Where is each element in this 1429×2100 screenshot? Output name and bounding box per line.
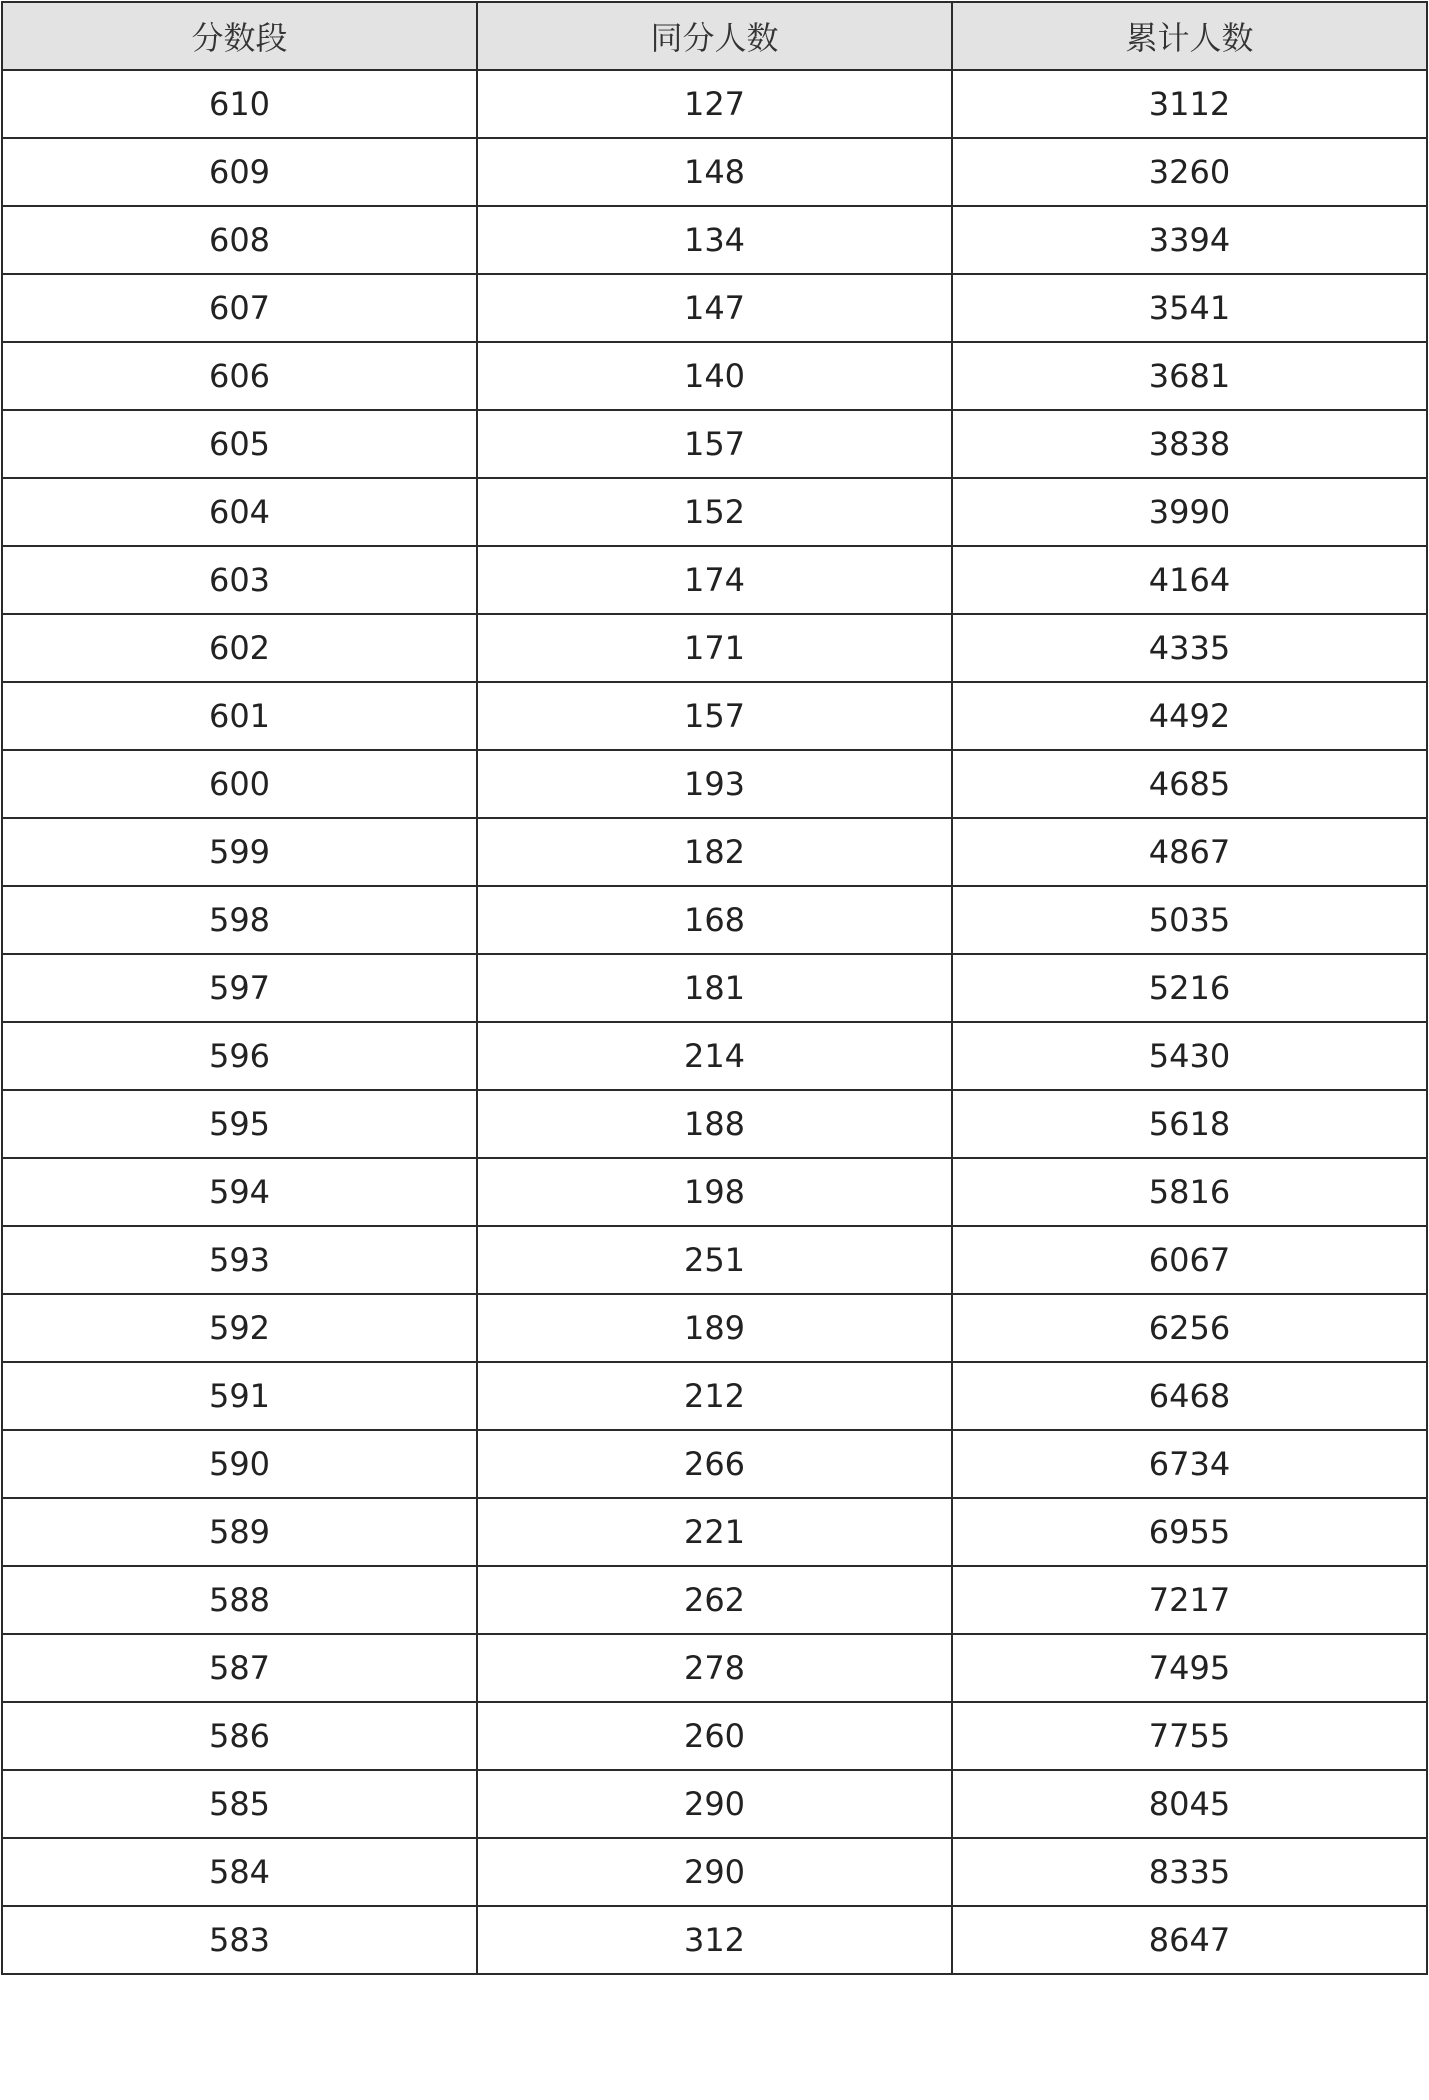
header-row	[2, 2, 1427, 70]
cell-score: 610	[2, 70, 477, 138]
table-row	[2, 342, 1427, 410]
cell-cumulative-count: 8647	[952, 1906, 1427, 1974]
cell-cumulative-count: 5816	[952, 1158, 1427, 1226]
cell-same-score-count: 134	[477, 206, 952, 274]
cell-score: 592	[2, 1294, 477, 1362]
table-row	[2, 1838, 1427, 1906]
cell-score: 594	[2, 1158, 477, 1226]
cell-score: 588	[2, 1566, 477, 1634]
table-row	[2, 206, 1427, 274]
header-cumulative-count: 累计人数	[952, 2, 1427, 70]
cell-same-score-count: 290	[477, 1770, 952, 1838]
table-row	[2, 1634, 1427, 1702]
cell-same-score-count: 157	[477, 682, 952, 750]
table-row	[2, 1906, 1427, 1974]
header-score-range: 分数段	[2, 2, 477, 70]
table-header	[2, 2, 1427, 70]
table-row	[2, 1770, 1427, 1838]
cell-same-score-count: 278	[477, 1634, 952, 1702]
cell-cumulative-count: 3990	[952, 478, 1427, 546]
table-row	[2, 410, 1427, 478]
header-same-score-count: 同分人数	[477, 2, 952, 70]
cell-cumulative-count: 6734	[952, 1430, 1427, 1498]
cell-cumulative-count: 8045	[952, 1770, 1427, 1838]
table-row	[2, 1430, 1427, 1498]
table-row	[2, 1498, 1427, 1566]
table-body	[2, 70, 1427, 1974]
cell-score: 603	[2, 546, 477, 614]
cell-same-score-count: 147	[477, 274, 952, 342]
cell-cumulative-count: 7755	[952, 1702, 1427, 1770]
cell-same-score-count: 193	[477, 750, 952, 818]
cell-same-score-count: 181	[477, 954, 952, 1022]
cell-score: 600	[2, 750, 477, 818]
table-row	[2, 1022, 1427, 1090]
table-row	[2, 138, 1427, 206]
cell-same-score-count: 198	[477, 1158, 952, 1226]
cell-score: 585	[2, 1770, 477, 1838]
cell-cumulative-count: 6067	[952, 1226, 1427, 1294]
table-row	[2, 274, 1427, 342]
cell-score: 604	[2, 478, 477, 546]
cell-score: 597	[2, 954, 477, 1022]
table-row	[2, 750, 1427, 818]
cell-cumulative-count: 6468	[952, 1362, 1427, 1430]
table-row	[2, 1702, 1427, 1770]
cell-score: 591	[2, 1362, 477, 1430]
table-row	[2, 954, 1427, 1022]
cell-same-score-count: 152	[477, 478, 952, 546]
cell-cumulative-count: 5035	[952, 886, 1427, 954]
table-row	[2, 1566, 1427, 1634]
cell-cumulative-count: 7495	[952, 1634, 1427, 1702]
cell-cumulative-count: 4867	[952, 818, 1427, 886]
cell-same-score-count: 157	[477, 410, 952, 478]
cell-score: 598	[2, 886, 477, 954]
table-row	[2, 682, 1427, 750]
table-row	[2, 1090, 1427, 1158]
cell-cumulative-count: 5430	[952, 1022, 1427, 1090]
cell-cumulative-count: 5216	[952, 954, 1427, 1022]
table-row	[2, 478, 1427, 546]
cell-cumulative-count: 3838	[952, 410, 1427, 478]
cell-cumulative-count: 4685	[952, 750, 1427, 818]
cell-same-score-count: 148	[477, 138, 952, 206]
cell-cumulative-count: 3681	[952, 342, 1427, 410]
cell-score: 583	[2, 1906, 477, 1974]
cell-same-score-count: 262	[477, 1566, 952, 1634]
cell-cumulative-count: 8335	[952, 1838, 1427, 1906]
cell-score: 601	[2, 682, 477, 750]
cell-same-score-count: 188	[477, 1090, 952, 1158]
cell-same-score-count: 182	[477, 818, 952, 886]
cell-cumulative-count: 6955	[952, 1498, 1427, 1566]
cell-same-score-count: 189	[477, 1294, 952, 1362]
cell-same-score-count: 171	[477, 614, 952, 682]
cell-score: 593	[2, 1226, 477, 1294]
cell-cumulative-count: 4335	[952, 614, 1427, 682]
cell-score: 606	[2, 342, 477, 410]
cell-cumulative-count: 4164	[952, 546, 1427, 614]
cell-cumulative-count: 3541	[952, 274, 1427, 342]
cell-cumulative-count: 4492	[952, 682, 1427, 750]
cell-score: 599	[2, 818, 477, 886]
table-row	[2, 1158, 1427, 1226]
table-row	[2, 1226, 1427, 1294]
cell-cumulative-count: 3394	[952, 206, 1427, 274]
cell-same-score-count: 127	[477, 70, 952, 138]
cell-same-score-count: 251	[477, 1226, 952, 1294]
cell-same-score-count: 290	[477, 1838, 952, 1906]
score-distribution-table	[1, 1, 1428, 1975]
cell-score: 586	[2, 1702, 477, 1770]
table-row	[2, 886, 1427, 954]
cell-score: 589	[2, 1498, 477, 1566]
cell-score: 584	[2, 1838, 477, 1906]
cell-same-score-count: 214	[477, 1022, 952, 1090]
cell-same-score-count: 221	[477, 1498, 952, 1566]
cell-score: 605	[2, 410, 477, 478]
cell-score: 609	[2, 138, 477, 206]
table-row	[2, 818, 1427, 886]
cell-score: 608	[2, 206, 477, 274]
cell-same-score-count: 168	[477, 886, 952, 954]
cell-same-score-count: 174	[477, 546, 952, 614]
cell-score: 590	[2, 1430, 477, 1498]
table-row	[2, 1294, 1427, 1362]
cell-score: 596	[2, 1022, 477, 1090]
cell-same-score-count: 260	[477, 1702, 952, 1770]
cell-cumulative-count: 5618	[952, 1090, 1427, 1158]
cell-score: 602	[2, 614, 477, 682]
cell-cumulative-count: 3260	[952, 138, 1427, 206]
cell-same-score-count: 212	[477, 1362, 952, 1430]
cell-cumulative-count: 7217	[952, 1566, 1427, 1634]
cell-same-score-count: 140	[477, 342, 952, 410]
table-row	[2, 546, 1427, 614]
cell-score: 607	[2, 274, 477, 342]
table-row	[2, 70, 1427, 138]
table-row	[2, 1362, 1427, 1430]
cell-cumulative-count: 3112	[952, 70, 1427, 138]
table-row	[2, 614, 1427, 682]
cell-cumulative-count: 6256	[952, 1294, 1427, 1362]
cell-same-score-count: 266	[477, 1430, 952, 1498]
cell-same-score-count: 312	[477, 1906, 952, 1974]
cell-score: 595	[2, 1090, 477, 1158]
cell-score: 587	[2, 1634, 477, 1702]
